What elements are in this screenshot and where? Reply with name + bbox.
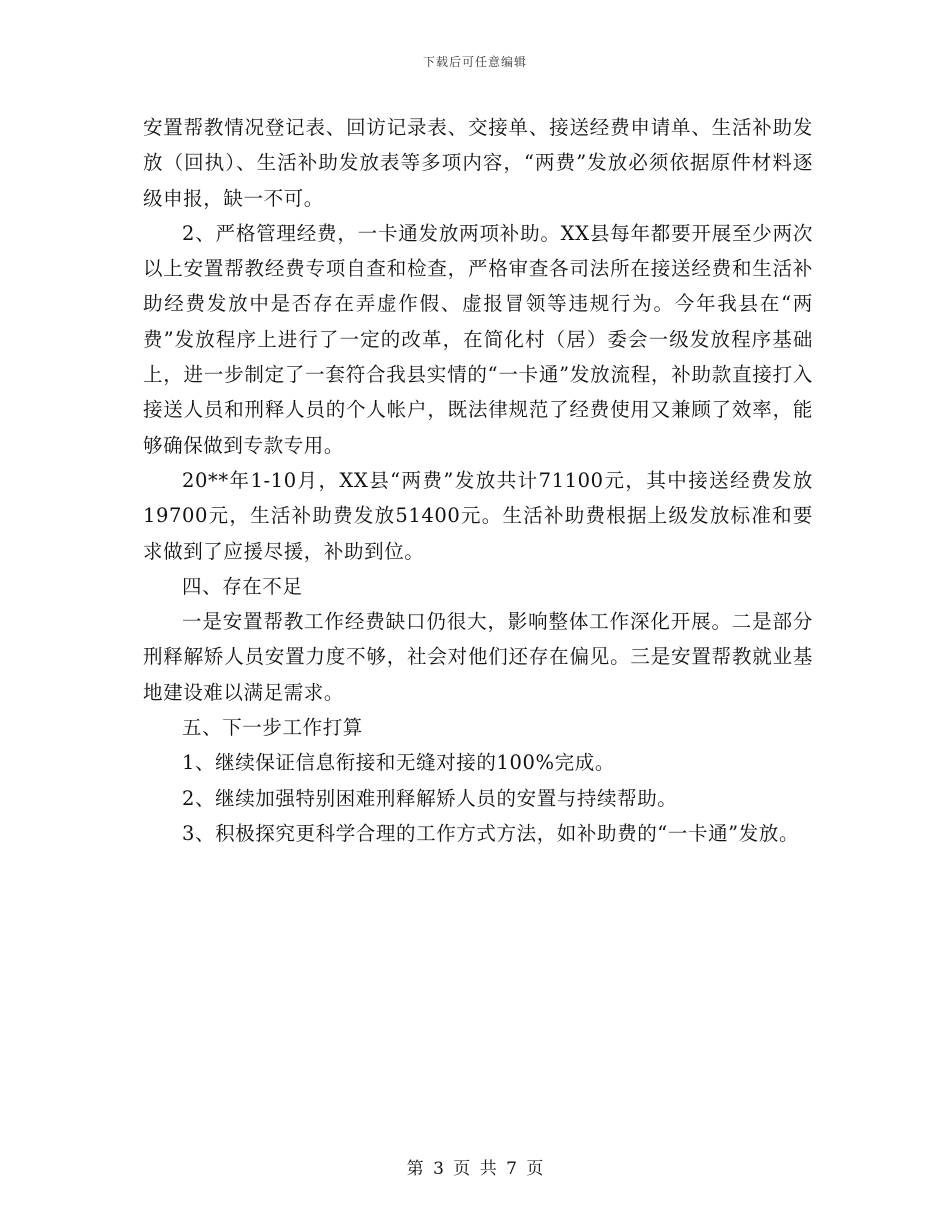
page-number-footer: 第 3 页 共 7 页 [406,1159,544,1179]
page-header: 下载后可任意编辑 [422,55,527,69]
paragraph-shortcomings: 一是安置帮教工作经费缺口仍很大，影响整体工作深化开展。二是部分刑释解矫人员安置力度不够，社会对他们还存在偏见。三是安置帮教就业基地建设难以满足需求。 [143,610,813,704]
document-body [143,110,813,851]
section-heading-shortcomings: 四、存在不足 [182,574,303,598]
paragraph-continuation: 安置帮教情况登记表、回访记录表、交接单、接送经费申请单、生活补助发放（回执）、生活补助发放表等多项内容，“两费”发放必须依据原件材料逐级申报，缺一不可。 [143,116,813,210]
section-heading-next-steps: 五、下一步工作打算 [182,716,363,740]
paragraph-fund-statistics: 20**年1-10月，XX县“两费”发放共计71100元，其中接送经费发放19700元，生活补助费发放51400元。生活补助费根据上级发放标准和要求做到了应援尽援，补助到位。 [143,468,813,563]
paragraph-fund-management: 2、严格管理经费，一卡通发放两项补助。XX县每年都要开展至少两次以上安置帮教经费专项自查和检查，严格审查各司法所在接送经费和生活补助经费发放中是否存在弄虚作假、虚报冒领等违规行为。今年我县在“两费”发放程序上进行了一定的改革，在简化村（居）委会一级发放程序基础上，进一步制定了一套符合我县实情的“一卡通”发放流程，补助款直接打入接送人员和刑释人员的个人帐户，既法律规范了经费使用又兼顾了效率，能够确保做到专款专用。 [143,221,813,457]
list-item-next-step-1: 1、继续保证信息衔接和无缝对接的100%完成。 [182,751,615,775]
list-item-next-step-2: 2、继续加强特别困难刑释解矫人员的安置与持续帮助。 [182,786,678,810]
list-item-next-step-3: 3、积极探究更科学合理的工作方式方法，如补助费的“一卡通”发放。 [182,821,800,845]
